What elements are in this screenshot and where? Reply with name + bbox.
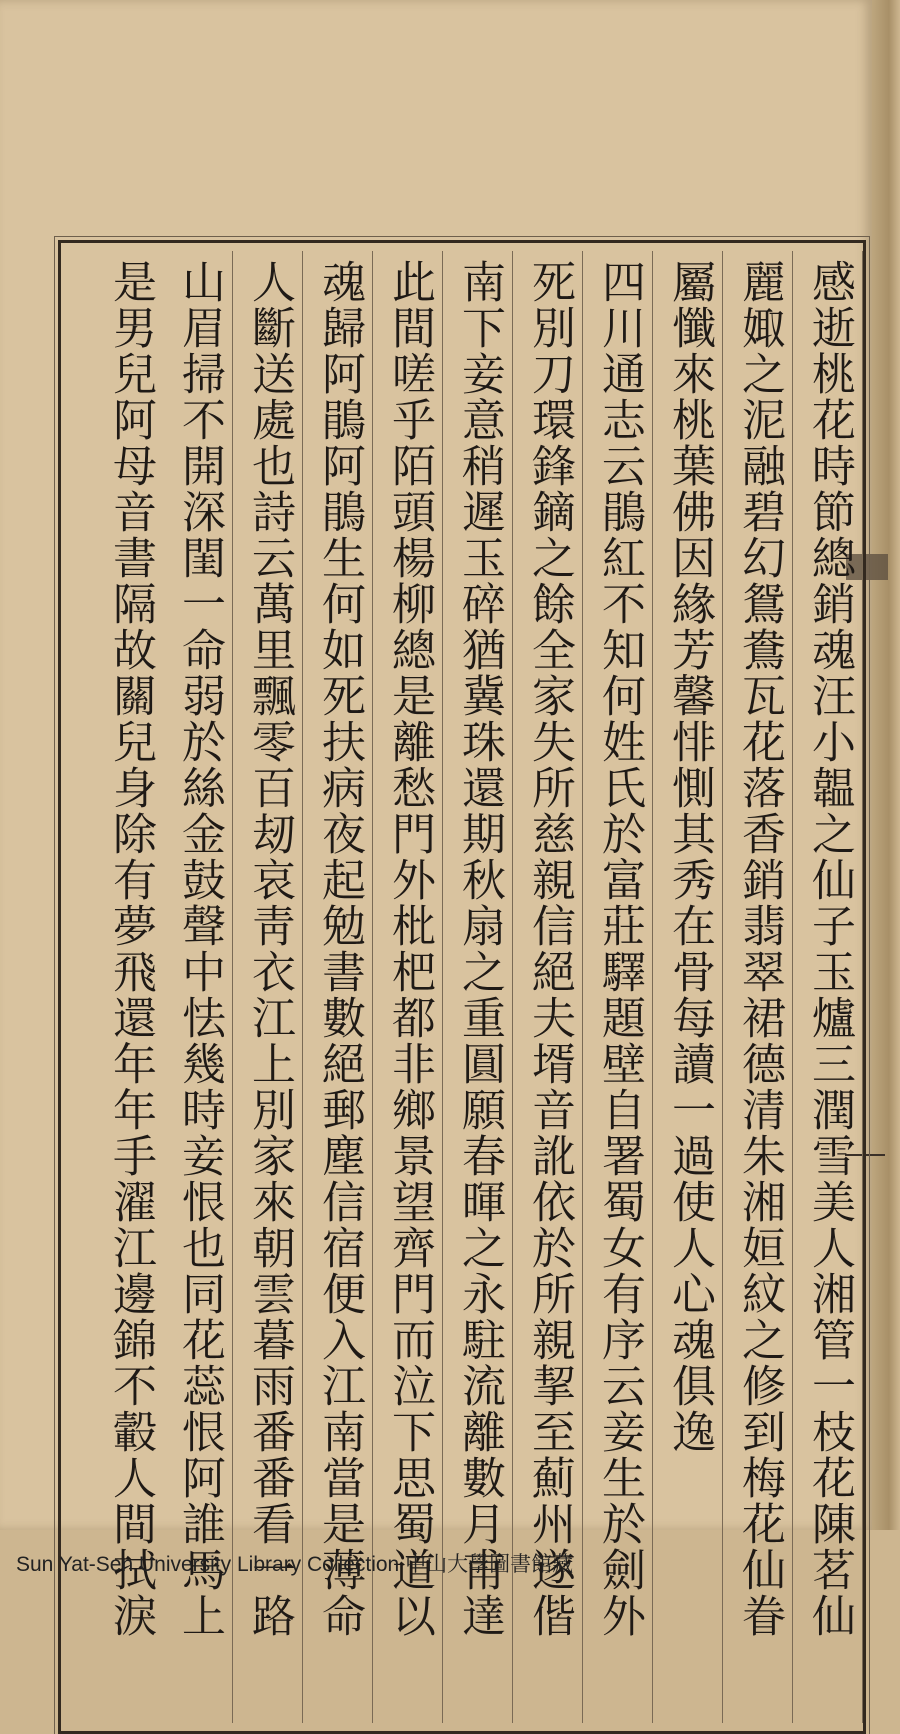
text-column-9: 人斷送處也詩云萬里飄零百刼哀靑衣江上別家來朝雲暮雨番番看一路: [237, 251, 303, 1723]
text-column-5: 死別刀環鋒鏑之餘全家失所慈親信絕夫壻音訛依於所親挈至薊州遂偕: [517, 251, 583, 1723]
text-column-2: 麗娵之泥融碧幻鴛鴦瓦花落香銷翡翠裙德清朱湘姮紋之修到梅花仙眷: [727, 251, 793, 1723]
page-edge: [872, 0, 900, 1530]
library-credit: Sun Yat-Sen University Library Collection 中山大學圖書館藏: [16, 1553, 574, 1576]
text-column-1: 感逝桃花時節總銷魂汪小韞之仙子玉爐三潤雪美人湘管一枝花陳茗仙: [797, 251, 863, 1723]
text-column-7: 此間嗟乎陌頭楊柳總是離愁門外枇杷都非鄉景望齊門而泣下思蜀道以: [377, 251, 443, 1723]
text-column-10: 山眉掃不開深閨一命弱於絲金鼓聲中怯幾時妾恨也同花蕊恨阿誰馬上: [167, 251, 233, 1723]
text-block-frame: [58, 240, 866, 1734]
text-column-3: 屬懺來桃葉佛因緣芳馨悱惻其秀在骨每讀一過使人心魂俱逸: [657, 251, 723, 1723]
text-column-11: 是男兒阿母音書隔故關兒身除有夢飛還年年手濯江邊錦不轂人間拭淚: [105, 259, 156, 1639]
text-column-8: 魂歸阿鵑阿鵑生何如死扶病夜起勉書數絕郵塵信宿便入江南當是薄命: [307, 251, 373, 1723]
text-column-4: 四川通志云鵑紅不知何姓氏於富莊驛題壁自署蜀女有序云妾生於劍外: [587, 251, 653, 1723]
text-column-6: 南下妾意稍遲玉碎猶冀珠還期秋扇之重圓願春暉之永駐流離數月甫達: [447, 251, 513, 1723]
